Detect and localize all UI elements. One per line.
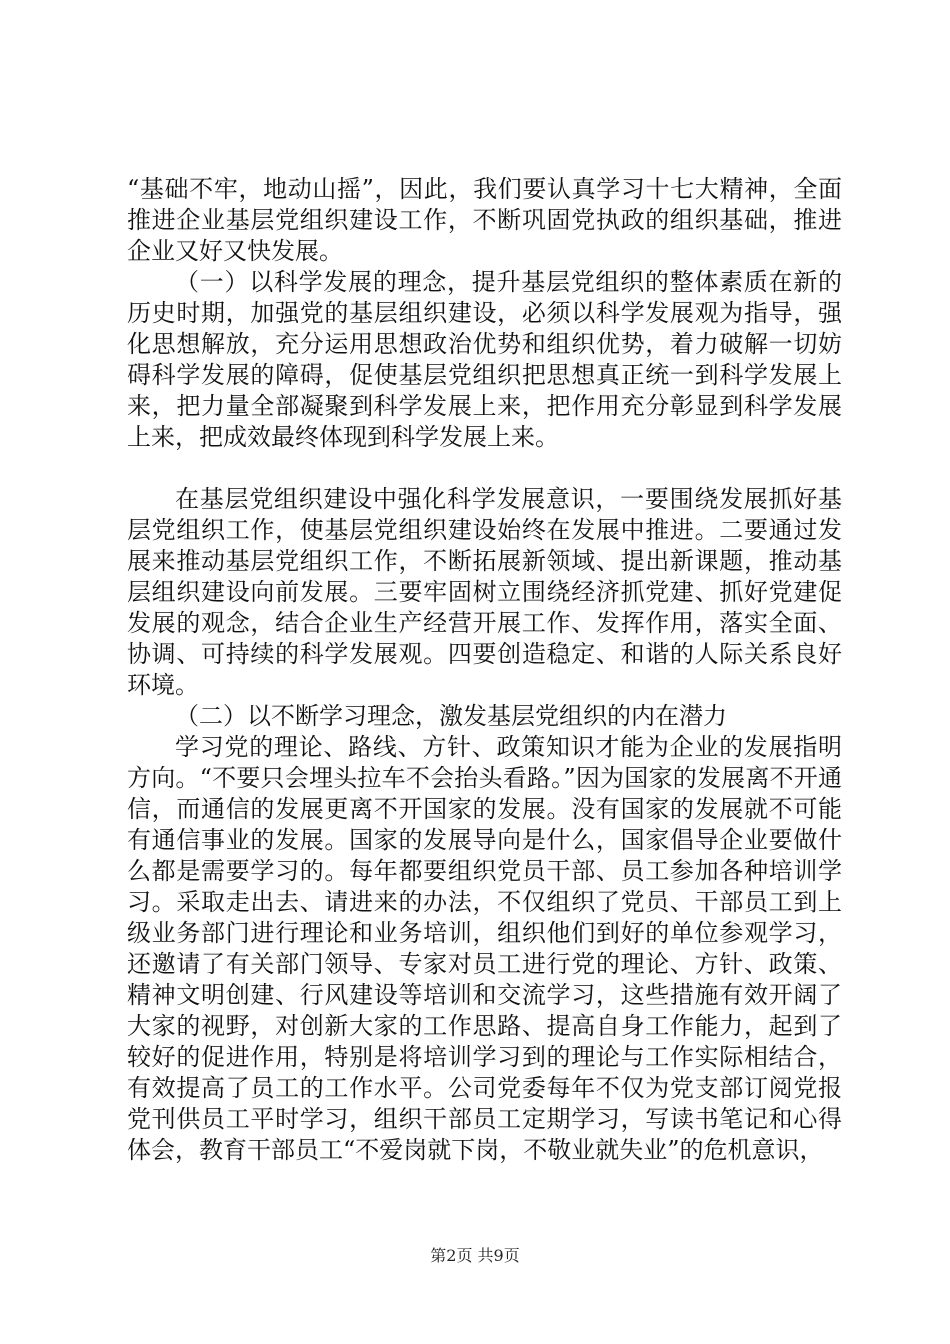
paragraph-intro: “基础不牢，地动山摇”，因此，我们要认真学习十七大精神，全面推进企业基层党组织建设工作，不断巩固党执政的组织基础，推进企业又好又快发展。 — [127, 175, 842, 265]
page-number-footer: 第2页 共9页 — [430, 1246, 520, 1265]
paragraph-learning: 学习党的理论、路线、方针、政策知识才能为企业的发展指明方向。“不要只会埋头拉车不会抬头看路。”因为国家的发展离不开通信，而通信的发展更离不开国家的发展。没有国家的发展就不可能有通信事业的发展。国家的发展导向是什么，国家倡导企业要做什么都是需要学习的。每年都要组织党员干部、员工参加各种培训学习。采取走出去、请进来的办法，不仅组织了党员、干部员工到上级业务部门进行理论和业务培训，组织他们到好的单位参观学习，还邀请了有关部门领导、专家对员工进行党的理论、方针、政策、精神文明创建、行风建设等培训和交流学习，这些措施有效开阔了大家的视野，对创新大家的工作思路、提高自身工作能力，起到了较好的促进作用，特别是将培训学习到的理论与工作实际相结合，有效提高了员工的工作水平。公司党委每年不仅为党支部订阅党报党刊供员工平时学习，组织干部员工定期学习，写读书笔记和心得体会，教育干部员工“不爱岗就下岗，不敬业就失业”的危机意识， — [127, 733, 842, 1164]
section-heading-two: （二）以不断学习理念，激发基层党组织的内在潜力 — [175, 702, 727, 730]
paragraph-section-one: （一）以科学发展的理念，提升基层党组织的整体素质在新的历史时期，加强党的基层组织建设，必须以科学发展观为指导，强化思想解放，充分运用思想政治优势和组织优势，着力破解一切妨碍科学发展的障碍，促使基层党组织把思想真正统一到科学发展上来，把力量全部凝聚到科学发展上来，把作用充分彰显到科学发展上来，把成效最终体现到科学发展上来。 — [127, 268, 842, 451]
document-body — [127, 174, 842, 1166]
paragraph-development-awareness: 在基层党组织建设中强化科学发展意识，一要围绕发展抓好基层党组织工作，使基层党组织建设始终在发展中推进。二要通过发展来推动基层党组织工作，不断拓展新领域、提出新课题，推动基层组织建设向前发展。三要牢固树立围绕经济抓党建、抓好党建促发展的观念，结合企业生产经营开展工作、发挥作用，落实全面、协调、可持续的科学发展观。四要创造稳定、和谐的人际关系良好环境。 — [127, 485, 842, 699]
